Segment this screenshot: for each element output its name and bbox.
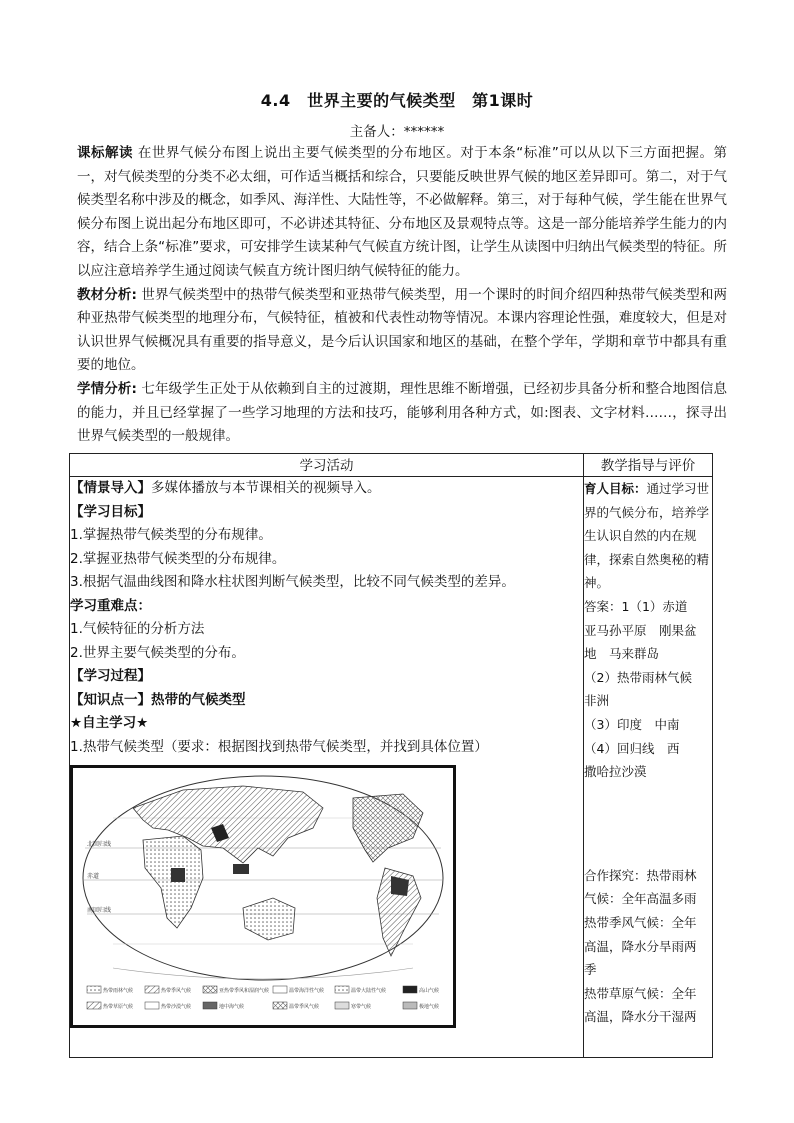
goal-item: 3.根据气温曲线图和降水柱状图判断气候类型，比较不同气候类型的差异。: [70, 574, 515, 590]
lat-label: 南回归线: [87, 907, 112, 914]
goal-label: 育人目标：: [584, 481, 647, 496]
key-points-label: 学习重难点：: [70, 597, 151, 614]
answer-line: 非洲: [584, 693, 610, 709]
students-paragraph: [77, 378, 727, 449]
textbook-text: 世界气候类型中的热带气候类型和亚热带气候类型，用一个课时的时间介绍四种热带气候类型和两种亚热带气候类型的地理分布，气候特征，植被和代表性动物等情况。本课内容理论性强，难度较大，但是对认识世界气候概况具有重要的指导意义，是今后认识国家和地区的基础，在整个学年，学期和章节中都具有重要的地位。: [77, 286, 727, 374]
header-activities: 学习活动: [70, 454, 584, 477]
key-point-item: 1.气候特征的分析方法: [70, 621, 205, 637]
legend-item: 极地气候: [419, 1004, 440, 1010]
lat-label: 赤道: [87, 873, 100, 880]
map-svg: [73, 768, 453, 1025]
answer-line: （2）热带雨林气候: [584, 669, 692, 685]
legend-item: 热带草原气候: [103, 1004, 134, 1010]
coop-line: 气候：全年高温多雨: [584, 891, 697, 907]
curriculum-text: 在世界气候分布图上说出主要气候类型的分布地区。对于本条“标准”可以从以下三方面把握。第一，对气候类型的分类不必太细，可作适当概括和综合，只要能反映世界气候的地区差异即可。第二，对于气候类型名称中涉及的概念，如季风、海洋性、大陆性等，不必做解释。第三，对于每种气候，学生能在世界气候分布图上说出起分布地区即可，不必讲述其特征、分布地区及景观特点等。这是一部分能培养学生能力的内容，结合上条“标准”要求，可安排学生读某种气气候直方统计图，让学生从读图中归纳出气候类型的特征。所以应注意培养学生通过阅读气候直方统计图归纳气候特征的能力。: [77, 145, 727, 279]
rainforest-malay: [233, 864, 249, 874]
intro-label: 【情景导入】: [70, 480, 151, 496]
knowledge-point-1: 【知识点一】热带的气候类型: [70, 691, 246, 708]
answer-line: 地 马来群岛: [584, 646, 660, 662]
legend-item: 热带季风气候: [161, 988, 192, 994]
key-point-item: 2.世界主要气候类型的分布。: [70, 644, 245, 661]
rainforest-congo: [171, 868, 185, 882]
legend-item: 热带沙漠气候: [161, 1004, 192, 1010]
goals-label: 【学习目标】: [70, 503, 151, 520]
answer-line: （3）印度 中南: [584, 716, 680, 732]
legend-item: 温带季风气候: [289, 1004, 320, 1010]
self-study-label: ★自主学习★: [70, 715, 149, 731]
author-line: 主备人：******: [349, 124, 445, 140]
coop-line: 热带季风气候：全年: [584, 914, 697, 930]
goal-item: 1.掌握热带气候类型的分布规律。: [70, 527, 272, 543]
world-climate-map: [70, 765, 456, 1028]
coop-line: 高温，降水分干湿两: [584, 1009, 697, 1025]
answer-line: 亚马孙平原 刚果盆: [584, 622, 697, 638]
header-guidance: 教学指导与评价: [584, 454, 713, 477]
textbook-label: 教材分析:: [77, 286, 137, 303]
textbook-paragraph: [77, 284, 727, 378]
students-label: 学情分析:: [77, 380, 137, 397]
lat-label: 北回归线: [87, 841, 112, 848]
legend-item: 寒带气候: [351, 1004, 372, 1010]
legend-item: 地中海气候: [219, 1004, 245, 1010]
process-label: 【学习过程】: [70, 668, 151, 684]
coop-line: 季: [584, 962, 597, 978]
intro-line: [70, 477, 583, 501]
answer-line: 答案：1（1）赤道: [584, 598, 688, 614]
coop-line: 合作探究：热带雨林: [584, 867, 697, 883]
answer-line: 撒哈拉沙漠: [584, 764, 647, 780]
legend-item: 亚热带季风和湿润气候: [219, 988, 270, 994]
coop-line: 高温，降水分旱雨两: [584, 938, 697, 954]
guidance-cell: [584, 477, 713, 1058]
curriculum-label: 课标解读: [77, 145, 134, 161]
coop-line: 热带草原气候：全年: [584, 985, 697, 1001]
legend-item: 热带雨林气候: [103, 988, 134, 994]
legend-item: 温带大陆性气候: [351, 988, 387, 994]
intro-text: 多媒体播放与本节课相关的视频导入。: [151, 480, 381, 496]
curriculum-paragraph: [77, 142, 727, 284]
lesson-table: [69, 453, 713, 1058]
map-legend: [87, 986, 439, 1010]
students-text: 七年级学生正处于从依赖到自主的过渡期，理性思维不断增强，已经初步具备分析和整合地图信息的能力，并且已经掌握了一些学习地理的方法和技巧，能够利用各种方式，如:图表、文字材料……，探寻出世界气候类型的一般规律。: [77, 380, 727, 445]
intro-section: [77, 142, 727, 449]
goal-block: [584, 477, 712, 595]
goal-item: 2.掌握亚热带气候类型的分布规律。: [70, 550, 286, 567]
answer-line: （4）回归线 西: [584, 740, 680, 756]
goal-text: 通过学习世界的气候分布，培养学生认识自然的内在规律，探索自然奥秘的精神。: [584, 481, 710, 591]
page-title: 4.4 世界主要的气候类型 第1课时: [260, 91, 534, 110]
task-1: 1.热带气候类型（要求：根据图找到热带气候类型，并找到具体位置）: [70, 738, 488, 755]
legend-item: 温带海洋性气候: [289, 988, 325, 994]
activities-cell: [70, 477, 584, 1058]
legend-item: 高山气候: [419, 988, 440, 994]
